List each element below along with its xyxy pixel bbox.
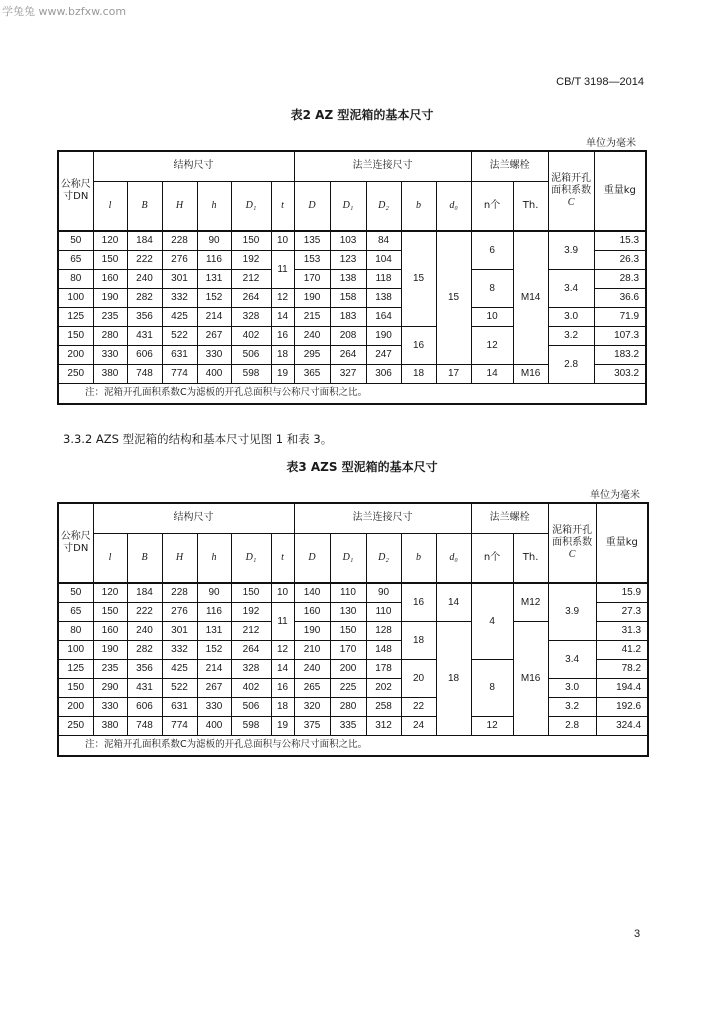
- table-cell: 90: [197, 231, 231, 251]
- table-cell: 84: [366, 231, 401, 251]
- table-cell: 200: [330, 660, 366, 679]
- table-cell: 12: [271, 641, 294, 660]
- table-cell: 3.2: [548, 698, 596, 717]
- table-cell: 240: [127, 270, 162, 289]
- table-cell: 31.3: [596, 622, 648, 641]
- table-cell: 2.8: [548, 346, 594, 384]
- col-h: h: [197, 181, 231, 231]
- table-cell: 190: [366, 327, 401, 346]
- col-D1: D₁: [231, 181, 271, 231]
- header-bolt: 法兰螺栓: [471, 151, 548, 181]
- table-cell: 125: [58, 660, 93, 679]
- table-cell: 282: [127, 289, 162, 308]
- table-cell: 10: [271, 231, 294, 251]
- table-cell: 301: [162, 622, 197, 641]
- table-cell: 158: [330, 289, 366, 308]
- table-cell: 160: [93, 270, 127, 289]
- table-cell: 190: [294, 289, 330, 308]
- table-cell: 380: [93, 365, 127, 384]
- table-cell: 280: [330, 698, 366, 717]
- table-cell: 276: [162, 603, 197, 622]
- table-cell: 11: [271, 251, 294, 289]
- table-cell: 135: [294, 231, 330, 251]
- col-d0: d₀: [436, 533, 471, 583]
- col-n: n个: [471, 533, 513, 583]
- table-cell: 16: [401, 583, 436, 622]
- col-b: b: [401, 533, 436, 583]
- table-cell: 303.2: [594, 365, 646, 384]
- table-cell: 598: [231, 717, 271, 736]
- site-watermark: 学兔兔 www.bzfxw.com: [2, 5, 127, 18]
- col-D1: D₁: [231, 533, 271, 583]
- table-cell: 228: [162, 231, 197, 251]
- table-cell: 328: [231, 660, 271, 679]
- col-n: n个: [471, 181, 513, 231]
- table-cell: 250: [58, 365, 93, 384]
- table-cell: 10: [271, 583, 294, 603]
- table-row: [58, 308, 646, 327]
- table-cell: 400: [197, 365, 231, 384]
- table-cell: 19: [271, 717, 294, 736]
- table-cell: 301: [162, 270, 197, 289]
- table-cell: 104: [366, 251, 401, 270]
- table-cell: 774: [162, 717, 197, 736]
- table-cell: M12: [513, 583, 548, 622]
- table2: [57, 150, 647, 405]
- table-cell: 138: [330, 270, 366, 289]
- table-cell: 276: [162, 251, 197, 270]
- table-cell: 160: [294, 603, 330, 622]
- table-cell: 280: [93, 327, 127, 346]
- table-cell: 312: [366, 717, 401, 736]
- table-cell: 152: [197, 289, 231, 308]
- table-cell: 631: [162, 698, 197, 717]
- table-cell: 295: [294, 346, 330, 365]
- table-cell: 335: [330, 717, 366, 736]
- table-cell: 90: [366, 583, 401, 603]
- table-cell: 14: [271, 308, 294, 327]
- table-cell: 12: [471, 327, 513, 365]
- section-paragraph: 3.3.2 AZS 型泥箱的结构和基本尺寸见图 1 和表 3。: [63, 432, 333, 446]
- table-cell: 107.3: [594, 327, 646, 346]
- table-cell: 210: [294, 641, 330, 660]
- table-cell: 431: [127, 679, 162, 698]
- table-cell: 18: [271, 346, 294, 365]
- table-cell: 27.3: [596, 603, 648, 622]
- header-weight: 重量kg: [596, 503, 648, 583]
- table-cell: 240: [127, 622, 162, 641]
- table-cell: 20: [401, 660, 436, 698]
- table-cell: 320: [294, 698, 330, 717]
- table-cell: 192: [231, 251, 271, 270]
- table-cell: 90: [197, 583, 231, 603]
- table-cell: M16: [513, 365, 548, 384]
- table-cell: 3.4: [548, 641, 596, 679]
- table-cell: 267: [197, 327, 231, 346]
- table-cell: 14: [271, 660, 294, 679]
- table-cell: 402: [231, 327, 271, 346]
- table-cell: 194.4: [596, 679, 648, 698]
- table-cell: 110: [366, 603, 401, 622]
- table-cell: 80: [58, 622, 93, 641]
- table-cell: 265: [294, 679, 330, 698]
- table-cell: 140: [294, 583, 330, 603]
- table-cell: 17: [436, 365, 471, 384]
- table-cell: 160: [93, 622, 127, 641]
- table-row: [58, 717, 648, 736]
- table-cell: 225: [330, 679, 366, 698]
- table-cell: 22: [401, 698, 436, 717]
- table-cell: 606: [127, 698, 162, 717]
- table-cell: 150: [93, 603, 127, 622]
- table-cell: 330: [197, 346, 231, 365]
- table-row: [58, 346, 646, 365]
- table-cell: 26.3: [594, 251, 646, 270]
- table-cell: 3.0: [548, 308, 594, 327]
- table-cell: 748: [127, 717, 162, 736]
- table-cell: 3.0: [548, 679, 596, 698]
- table-cell: 150: [58, 327, 93, 346]
- table-cell: 16: [271, 679, 294, 698]
- table-cell: 267: [197, 679, 231, 698]
- table-cell: 138: [366, 289, 401, 308]
- table-cell: 170: [294, 270, 330, 289]
- table-cell: 4: [471, 583, 513, 660]
- table-cell: 324.4: [596, 717, 648, 736]
- table-cell: 264: [231, 641, 271, 660]
- table-cell: 153: [294, 251, 330, 270]
- table-cell: 290: [93, 679, 127, 698]
- table-cell: 18: [401, 365, 436, 384]
- table-cell: 2.8: [548, 717, 596, 736]
- table-cell: 247: [366, 346, 401, 365]
- table-cell: 150: [231, 231, 271, 251]
- col-th: Th.: [513, 533, 548, 583]
- table-cell: 116: [197, 603, 231, 622]
- table-cell: 774: [162, 365, 197, 384]
- table-cell: 258: [366, 698, 401, 717]
- table-cell: 365: [294, 365, 330, 384]
- table-cell: 10: [471, 308, 513, 327]
- col-l: l: [93, 181, 127, 231]
- col-h: h: [197, 533, 231, 583]
- table2-caption: 表2 AZ 型泥箱的基本尺寸: [290, 108, 434, 122]
- table-cell: 131: [197, 622, 231, 641]
- table-cell: 120: [93, 583, 127, 603]
- table-cell: 15.3: [594, 231, 646, 251]
- table-cell: 200: [58, 698, 93, 717]
- table3: [57, 502, 649, 757]
- table-cell: 3.2: [548, 327, 594, 346]
- table3-unit: 单位为毫米: [590, 490, 640, 501]
- table-cell: 190: [294, 622, 330, 641]
- table-cell: 150: [231, 583, 271, 603]
- col-H: H: [162, 533, 197, 583]
- table-cell: 120: [93, 231, 127, 251]
- table-cell: 330: [93, 698, 127, 717]
- table-cell: 65: [58, 603, 93, 622]
- col-D: D: [294, 533, 330, 583]
- table-cell: 110: [330, 583, 366, 603]
- table-cell: 214: [197, 660, 231, 679]
- table-cell: 170: [330, 641, 366, 660]
- table-cell: 332: [162, 289, 197, 308]
- table-cell: 190: [93, 641, 127, 660]
- col-l: l: [93, 533, 127, 583]
- table-cell: 192.6: [596, 698, 648, 717]
- table-cell: 425: [162, 308, 197, 327]
- table-cell: 65: [58, 251, 93, 270]
- table-cell: 12: [471, 717, 513, 736]
- table-row: [58, 641, 648, 660]
- table-row: [58, 698, 648, 717]
- col-b: b: [401, 181, 436, 231]
- table-cell: 425: [162, 660, 197, 679]
- table-cell: 215: [294, 308, 330, 327]
- header-bolt: 法兰螺栓: [471, 503, 548, 533]
- table-cell: 240: [294, 327, 330, 346]
- table-cell: 12: [271, 289, 294, 308]
- table-row: [58, 679, 648, 698]
- table-cell: 78.2: [596, 660, 648, 679]
- table-cell: 356: [127, 308, 162, 327]
- table-row: [58, 270, 646, 289]
- table-cell: 332: [162, 641, 197, 660]
- table-cell: 150: [330, 622, 366, 641]
- table-cell: 6: [471, 231, 513, 270]
- table2-note: 注：泥箱开孔面积系数C为滤板的开孔总面积与公称尺寸面积之比。: [58, 384, 646, 404]
- table-cell: 3.9: [548, 231, 594, 270]
- table-cell: 28.3: [594, 270, 646, 289]
- header-coef: 泥箱开孔面积系数 C: [548, 151, 594, 231]
- col-H: H: [162, 181, 197, 231]
- table-row: [58, 231, 646, 251]
- table-cell: 235: [93, 308, 127, 327]
- table-cell: 15.9: [596, 583, 648, 603]
- table-cell: 330: [93, 346, 127, 365]
- col-D1f: D₁: [330, 181, 366, 231]
- table-cell: 18: [401, 622, 436, 660]
- col-D2: D₂: [366, 181, 401, 231]
- col-B: B: [127, 533, 162, 583]
- table-cell: 402: [231, 679, 271, 698]
- page-number: 3: [634, 928, 641, 940]
- table-cell: 178: [366, 660, 401, 679]
- table-cell: 375: [294, 717, 330, 736]
- table-cell: 3.4: [548, 270, 594, 308]
- table-cell: 222: [127, 251, 162, 270]
- table-cell: 184: [127, 231, 162, 251]
- table-cell: 380: [93, 717, 127, 736]
- table-cell: 212: [231, 622, 271, 641]
- table-cell: M16: [513, 622, 548, 736]
- table-cell: 214: [197, 308, 231, 327]
- table-cell: 36.6: [594, 289, 646, 308]
- table-cell: 123: [330, 251, 366, 270]
- table-cell: 184: [127, 583, 162, 603]
- table-cell: 118: [366, 270, 401, 289]
- header-struct: 结构尺寸: [93, 151, 294, 181]
- document-code: CB/T 3198—2014: [556, 76, 644, 88]
- table-cell: 506: [231, 698, 271, 717]
- table-cell: 431: [127, 327, 162, 346]
- table-cell: 264: [231, 289, 271, 308]
- table-cell: 183.2: [594, 346, 646, 365]
- table-cell: 250: [58, 717, 93, 736]
- table-cell: 15: [436, 231, 471, 365]
- table-cell: 330: [197, 698, 231, 717]
- table-cell: 400: [197, 717, 231, 736]
- table-cell: 19: [271, 365, 294, 384]
- header-weight: 重量kg: [594, 151, 646, 231]
- table-cell: 202: [366, 679, 401, 698]
- col-D1f: D₁: [330, 533, 366, 583]
- table-cell: 41.2: [596, 641, 648, 660]
- table-cell: 506: [231, 346, 271, 365]
- table-cell: 8: [471, 660, 513, 717]
- table-cell: 80: [58, 270, 93, 289]
- table-cell: 606: [127, 346, 162, 365]
- table-cell: 240: [294, 660, 330, 679]
- table-cell: 282: [127, 641, 162, 660]
- header-struct: 结构尺寸: [93, 503, 294, 533]
- table-cell: 631: [162, 346, 197, 365]
- col-t: t: [271, 533, 294, 583]
- table-row: [58, 327, 646, 346]
- table-cell: 16: [271, 327, 294, 346]
- table-cell: 24: [401, 717, 436, 736]
- table-cell: 71.9: [594, 308, 646, 327]
- col-D: D: [294, 181, 330, 231]
- table-cell: 125: [58, 308, 93, 327]
- table-cell: 208: [330, 327, 366, 346]
- table-cell: 152: [197, 641, 231, 660]
- table-cell: 264: [330, 346, 366, 365]
- table-cell: 11: [271, 603, 294, 641]
- table-cell: 116: [197, 251, 231, 270]
- header-coef: 泥箱开孔面积系数 C: [548, 503, 596, 583]
- table2-unit: 单位为毫米: [586, 138, 636, 149]
- table-cell: 200: [58, 346, 93, 365]
- table-cell: 598: [231, 365, 271, 384]
- table-cell: M14: [513, 231, 548, 365]
- table-cell: 356: [127, 660, 162, 679]
- table-cell: 128: [366, 622, 401, 641]
- table-cell: 164: [366, 308, 401, 327]
- table-cell: 8: [471, 270, 513, 308]
- table3-caption: 表3 AZS 型泥箱的基本尺寸: [286, 460, 438, 474]
- table-cell: 228: [162, 583, 197, 603]
- table-cell: 50: [58, 583, 93, 603]
- table-cell: 3.9: [548, 583, 596, 641]
- table-cell: 18: [436, 622, 471, 736]
- table-cell: 306: [366, 365, 401, 384]
- table-cell: 212: [231, 270, 271, 289]
- header-dn: 公称尺寸DN: [58, 503, 93, 583]
- table-cell: 16: [401, 327, 436, 365]
- table-cell: 190: [93, 289, 127, 308]
- table-cell: 183: [330, 308, 366, 327]
- table-cell: 150: [93, 251, 127, 270]
- table-cell: 100: [58, 641, 93, 660]
- table-cell: 103: [330, 231, 366, 251]
- table-cell: 150: [58, 679, 93, 698]
- header-flange: 法兰连接尺寸: [294, 503, 471, 533]
- table-cell: 748: [127, 365, 162, 384]
- table-cell: 148: [366, 641, 401, 660]
- table-cell: 15: [401, 231, 436, 327]
- table-cell: 328: [231, 308, 271, 327]
- header-flange: 法兰连接尺寸: [294, 151, 471, 181]
- table-cell: 131: [197, 270, 231, 289]
- table-cell: 130: [330, 603, 366, 622]
- table-row: [58, 583, 648, 603]
- table-cell: 522: [162, 327, 197, 346]
- table-cell: 235: [93, 660, 127, 679]
- table-cell: 14: [471, 365, 513, 384]
- table-cell: 18: [271, 698, 294, 717]
- col-th: Th.: [513, 181, 548, 231]
- table3-note: 注：泥箱开孔面积系数C为滤板的开孔总面积与公称尺寸面积之比。: [58, 736, 648, 756]
- table-cell: 192: [231, 603, 271, 622]
- col-B: B: [127, 181, 162, 231]
- col-t: t: [271, 181, 294, 231]
- header-dn: 公称尺寸DN: [58, 151, 93, 231]
- col-D2: D₂: [366, 533, 401, 583]
- table-cell: 100: [58, 289, 93, 308]
- table-cell: 50: [58, 231, 93, 251]
- table-cell: 327: [330, 365, 366, 384]
- table-cell: 14: [436, 583, 471, 622]
- col-d0: d₀: [436, 181, 471, 231]
- table-cell: 522: [162, 679, 197, 698]
- table-cell: 222: [127, 603, 162, 622]
